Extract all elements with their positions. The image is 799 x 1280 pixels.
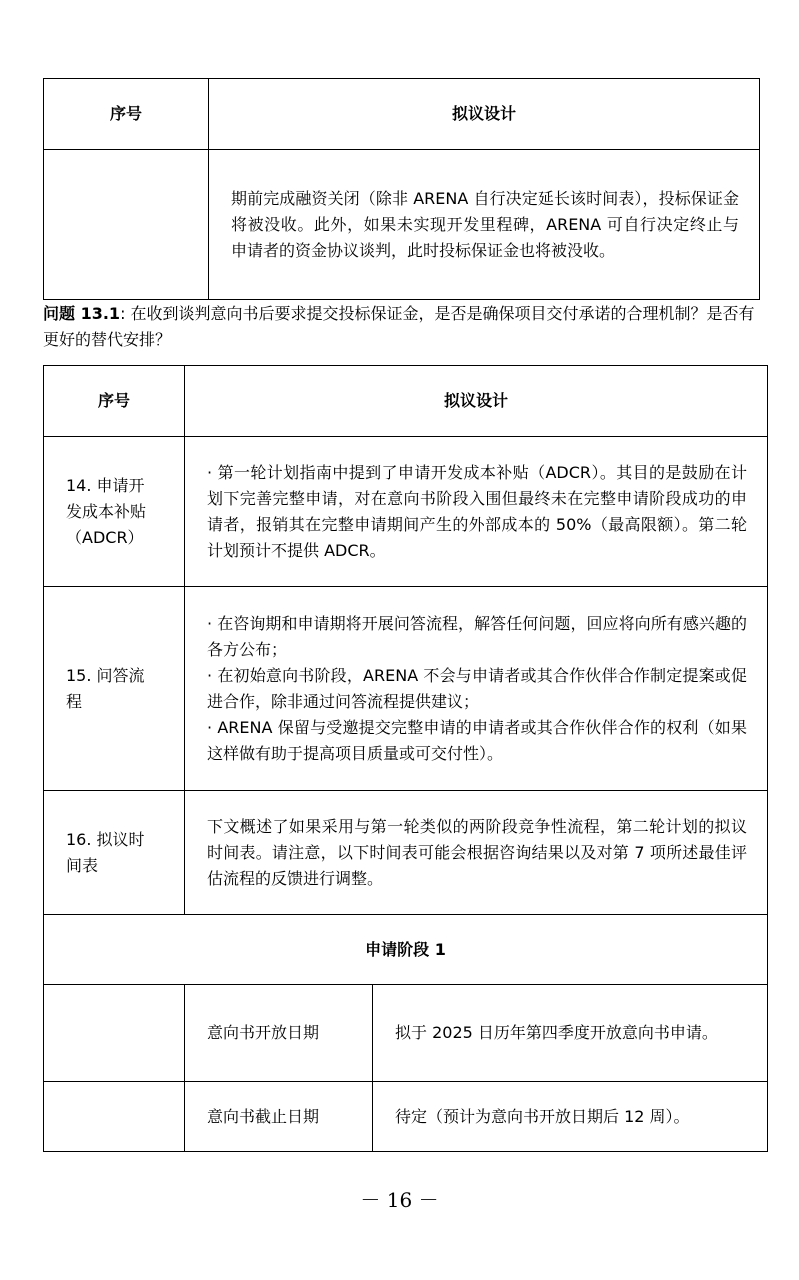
stage-title: 申请阶段 1 <box>44 915 768 985</box>
timeline-item-name: 意向书开放日期 <box>185 985 373 1082</box>
empty-seq-cell <box>44 150 209 300</box>
design-table <box>43 365 768 1152</box>
question-text: 在收到谈判意向书后要求提交投标保证金，是否是确保项目交付承诺的合理机制？是否有更好的替代安排？ <box>43 304 755 349</box>
row-14-text: · 第一轮计划指南中提到了申请开发成本补贴（ADCR）。其目的是鼓励在计划下完善完整申请，对在意向书阶段入围但最终未在完整申请阶段成功的申请者，报销其在完整申请期间产生的外部成本的 50%（最高限额）。第二轮计划预计不提供 ADCR。 <box>185 437 768 587</box>
timeline-item-value: 拟于 2025 日历年第四季度开放意向书申请。 <box>373 985 768 1082</box>
row-15-bullet-1: · 在咨询期和申请期将开展问答流程，解答任何问题，回应将向所有感兴趣的各方公布； <box>207 613 748 659</box>
question-13-1: 问题 13.1: 在收到谈判意向书后要求提交投标保证金，是否是确保项目交付承诺的合理机制？是否有更好的替代安排？ <box>43 304 755 349</box>
timeline-item-value: 待定（预计为意向书开放日期后 12 周）。 <box>373 1082 768 1152</box>
header-seq: 序号 <box>44 366 185 437</box>
empty-cell <box>44 985 185 1082</box>
empty-cell <box>44 1082 185 1152</box>
forfeit-text: 期前完成融资关闭（除非 ARENA 自行决定延长该时间表），投标保证金将被没收。此外，如果未实现开发里程碑，ARENA 可自行决定终止与申请者的资金协议谈判，此时投标保证金也将被没收。 <box>209 150 760 300</box>
row-15-label: 15. 问答流 程 <box>44 587 185 791</box>
timeline-item-name: 意向书截止日期 <box>185 1082 373 1152</box>
page-number: － 16 － <box>360 1188 439 1212</box>
design-table-continued <box>43 78 760 300</box>
row-16-text: 下文概述了如果采用与第一轮类似的两阶段竞争性流程，第二轮计划的拟议时间表。请注意，以下时间表可能会根据咨询结果以及对第 7 项所述最佳评估流程的反馈进行调整。 <box>185 791 768 915</box>
row-16-label: 16. 拟议时 间表 <box>44 791 185 915</box>
header-design: 拟议设计 <box>185 366 768 437</box>
row-15-text <box>185 587 768 791</box>
row-14-label: 14. 申请开 发成本补贴 （ADCR） <box>44 437 185 587</box>
header-seq: 序号 <box>44 79 209 150</box>
question-label: 问题 13.1 <box>43 304 121 323</box>
header-design: 拟议设计 <box>209 79 760 150</box>
row-15-bullet-3: · ARENA 保留与受邀提交完整申请的申请者或其合作伙伴合作的权利（如果这样做有助于提高项目质量或可交付性）。 <box>207 717 748 763</box>
row-15-bullet-2: · 在初始意向书阶段，ARENA 不会与申请者或其合作伙伴合作制定提案或促进合作，除非通过问答流程提供建议； <box>207 665 748 711</box>
